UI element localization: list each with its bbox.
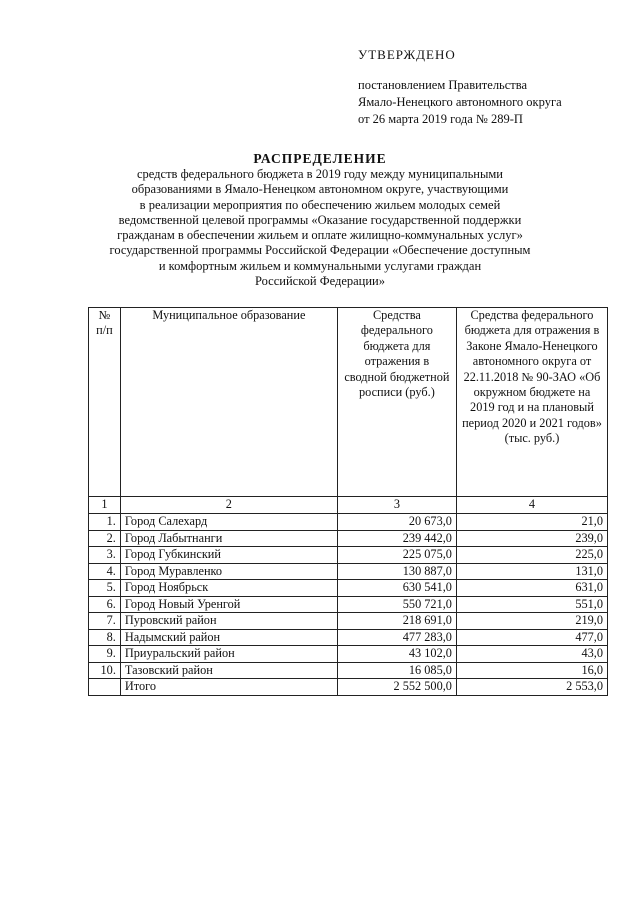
row-number: 2. — [89, 530, 121, 547]
municipality-name: Город Губкинский — [120, 547, 337, 564]
table-row — [89, 596, 608, 613]
total-law-budget-value: 2 553,0 — [456, 679, 607, 696]
budget-roll-value: 20 673,0 — [337, 514, 456, 531]
budget-roll-value: 225 075,0 — [337, 547, 456, 564]
approval-line-3: от 26 марта 2019 года № 289-П — [358, 112, 523, 126]
total-budget-roll-value: 2 552 500,0 — [337, 679, 456, 696]
table-row — [89, 662, 608, 679]
table-row — [89, 629, 608, 646]
total-number-cell — [89, 679, 121, 696]
heading-line-1: средств федерального бюджета в 2019 году между муниципальными — [137, 167, 503, 181]
municipality-name: Приуральский район — [120, 646, 337, 663]
budget-roll-value: 630 541,0 — [337, 580, 456, 597]
municipality-name: Город Новый Уренгой — [120, 596, 337, 613]
municipality-name: Город Салехард — [120, 514, 337, 531]
approval-title: УТВЕРЖДЕНО — [358, 47, 456, 62]
column-number: 4 — [456, 497, 607, 514]
column-number: 1 — [89, 497, 121, 514]
budget-roll-value: 130 887,0 — [337, 563, 456, 580]
law-budget-value: 225,0 — [456, 547, 607, 564]
table-row — [89, 530, 608, 547]
table-row — [89, 646, 608, 663]
heading-line-6: государственной программы Российской Федерации «Обеспечение доступным — [109, 243, 531, 258]
municipality-name: Город Муравленко — [120, 563, 337, 580]
municipality-name: Надымский район — [120, 629, 337, 646]
row-number: 7. — [89, 613, 121, 630]
row-number: 8. — [89, 629, 121, 646]
approval-line-2: Ямало-Ненецкого автономного округа — [358, 95, 562, 109]
table-row — [89, 580, 608, 597]
heading-line-3: в реализации мероприятия по обеспечению жильем молодых семей — [139, 197, 501, 212]
distribution-table — [88, 307, 608, 696]
law-budget-value: 239,0 — [456, 530, 607, 547]
table-row — [89, 547, 608, 564]
heading-line-4: ведомственной целевой программы «Оказание государственной поддержки — [118, 212, 522, 227]
budget-roll-value: 239 442,0 — [337, 530, 456, 547]
law-budget-value: 131,0 — [456, 563, 607, 580]
column-number-row — [89, 497, 608, 514]
law-budget-value: 551,0 — [456, 596, 607, 613]
row-number: 3. — [89, 547, 121, 564]
row-number: 6. — [89, 596, 121, 613]
law-budget-value: 21,0 — [456, 514, 607, 531]
heading-line-8: Российской Федерации» — [254, 274, 385, 289]
column-number: 3 — [337, 497, 456, 514]
heading-line-7: и комфортным жильем и коммунальными услугами граждан — [158, 258, 482, 273]
total-label: Итого — [120, 679, 337, 696]
header-law-budget: Средства федерального бюджета для отражения в Законе Ямало-Ненецкого автономного округа от 22.11.2018 № 90-ЗАО «Об окружном бюджете на 2019 год и на плановый период 2020 и 2021 годов» (тыс. руб.) — [456, 308, 607, 497]
heading-line-2: образованиями в Ямало-Ненецком автономном округе, участвующими — [131, 182, 509, 197]
law-budget-value: 631,0 — [456, 580, 607, 597]
budget-roll-value: 218 691,0 — [337, 613, 456, 630]
document-title: РАСПРЕДЕЛЕНИЕ — [253, 151, 387, 166]
budget-roll-value: 550 721,0 — [337, 596, 456, 613]
row-number: 4. — [89, 563, 121, 580]
law-budget-value: 219,0 — [456, 613, 607, 630]
column-number: 2 — [120, 497, 337, 514]
budget-roll-value: 477 283,0 — [337, 629, 456, 646]
heading-line-5: гражданам в обеспечении жильем и оплате жилищно-коммунальных услуг» — [117, 228, 523, 243]
municipality-name: Город Лабытнанги — [120, 530, 337, 547]
table-row — [89, 514, 608, 531]
header-municipality: Муниципальное образование — [120, 308, 337, 497]
law-budget-value: 477,0 — [456, 629, 607, 646]
row-number: 5. — [89, 580, 121, 597]
table-row — [89, 613, 608, 630]
approval-line-1: постановлением Правительства — [358, 78, 528, 92]
municipality-name: Тазовский район — [120, 662, 337, 679]
header-budget-roll: Средства федерального бюджета для отражения в сводной бюджетной росписи (руб.) — [337, 308, 456, 497]
law-budget-value: 43,0 — [456, 646, 607, 663]
approval-block — [358, 47, 618, 128]
row-number: 9. — [89, 646, 121, 663]
table-header-row — [89, 308, 608, 497]
budget-roll-value: 43 102,0 — [337, 646, 456, 663]
table-row — [89, 563, 608, 580]
document-heading — [0, 150, 640, 289]
row-number: 1. — [89, 514, 121, 531]
municipality-name: Пуровский район — [120, 613, 337, 630]
total-row — [89, 679, 608, 696]
law-budget-value: 16,0 — [456, 662, 607, 679]
row-number: 10. — [89, 662, 121, 679]
budget-roll-value: 16 085,0 — [337, 662, 456, 679]
municipality-name: Город Ноябрьск — [120, 580, 337, 597]
header-number: № п/п — [89, 308, 121, 497]
